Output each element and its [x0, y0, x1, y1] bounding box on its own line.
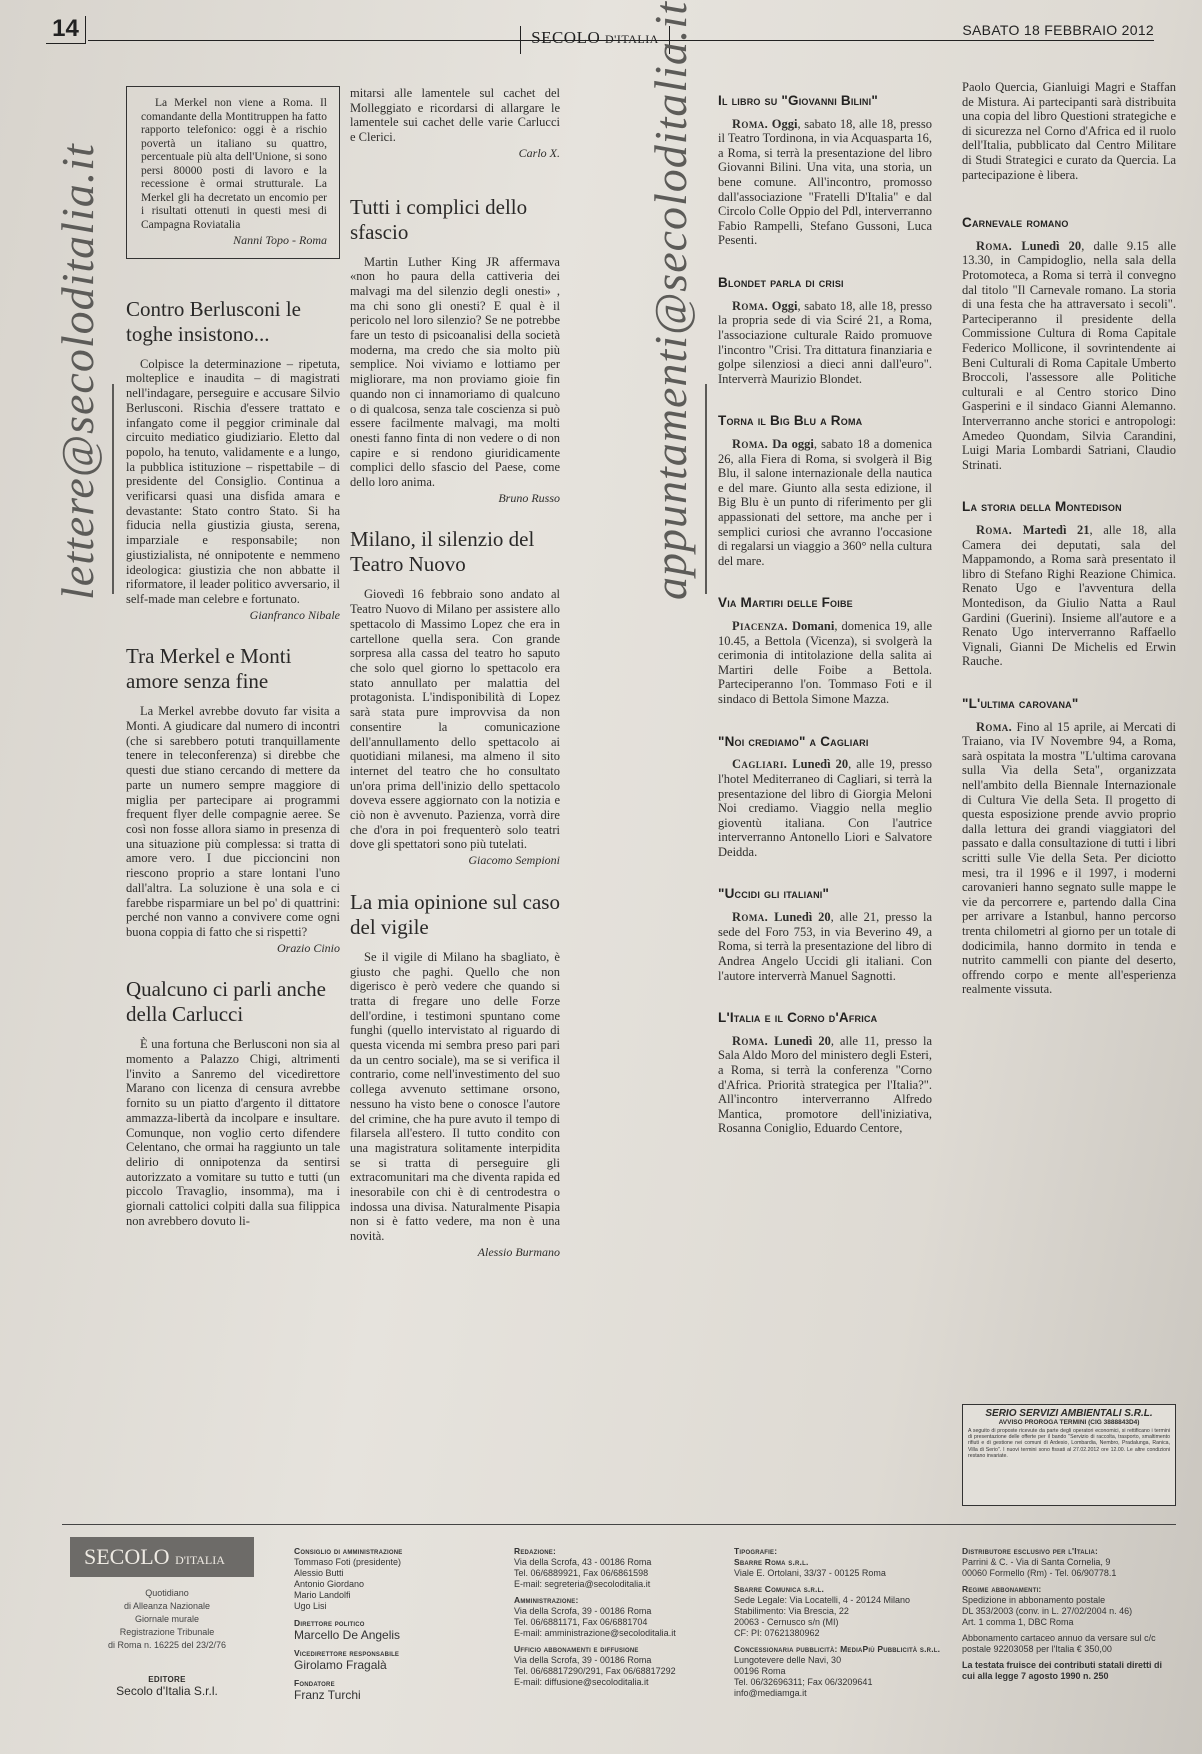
event-when: Oggi	[771, 298, 798, 313]
letter-signature: Bruno Russo	[498, 490, 560, 505]
letter-signature: Orazio Cinio	[276, 940, 340, 955]
event-title: Via Martiri delle Foibe	[718, 595, 853, 611]
event-body: Paolo Quercia, Gianluigi Magri e Staffan de Mistura. Ai partecipanti sarà distribuita una copia del libro Questioni strategiche e di sicurezza nel Corno d'Africa ed il ruolo dell'Italia, pubblicato dal Centro Militare di Studi Strategici e curato da Quercia. La partecipazione è libera.	[962, 80, 1176, 182]
letter-body: mitarsi alle lamentele sul cachet del Molleggiato e ricordarsi di allargare le lamentele sui cachet delle varie Carlucci e Clerici.	[350, 86, 560, 145]
letter-title: Tra Merkel e Monti amore senza fine	[126, 644, 292, 694]
event-body: , domenica 19, alle 10.45, a Bettola (Vicenza), si svolgerà la cerimonia di intitolazione della salita ai Martiri delle Foibe a Bettola. Parteciperanno l'on. Tommaso Foti e il sindaco di Bettola Simone Mazza.	[718, 619, 932, 707]
event-city: Cagliari.	[732, 757, 788, 772]
letter-body: La Merkel avrebbe dovuto far visita a Monti. A giudicare dal numero di incontri (che si sarebbero potuti tranquillamente tenere in teleconferenza) si direbbe che questi due stiano cercando di mettere da parte un numero sempre maggiore di miglia per partecipare ai programmi frequent flyer delle compagnie aeree. Se così non fosse allora siamo in presenza di una situazione più complessa: si tratta di amore vero. I due piccioncini non riescono proprio a stare lontani l'uno dall'altra. La soluzione è una sola e ci farebbe risparmiare un bel po' di quattrini: perché non vanno a convivere come ogni buona coppia di fatto che si rispetti?	[126, 704, 340, 939]
colophon-logo-main: SECOLO	[84, 1544, 170, 1569]
letter-teatro-nuovo	[350, 527, 560, 867]
letter-body: Giovedì 16 febbraio sono andato al Teatro Nuovo di Milano per assistere allo spettacolo di Massimo Lopez che era in cartellone quella sera. Con grande sorpresa alla cassa del teatro ho saputo che solo quel giorno lo spettacolo era stato annullato per malattia del protagonista. L'indisponibilità di Lopez sarà stata pure improvvisa da non consentire la comunicazione dell'annullamento dello spettacolo ai quotidiani milanesi, ma almeno il sito internet del teatro che ho consultato un'ora prima dell'inizio dello spettacolo doveva essere aggiornato con la notizia e ciò non è avvenuto. Pazienza, vorrà dire che d'ora in poi frequenterò solo teatri dove gli spettatori sono più tutelati.	[350, 587, 560, 852]
event-item	[962, 216, 1176, 472]
event-item	[962, 500, 1176, 669]
boxed-letter-signature: Nanni Topo - Roma	[233, 233, 327, 247]
newspaper-name-main: SECOLO	[531, 28, 601, 47]
newspaper-name-suffix: D'ITALIA	[605, 32, 659, 46]
event-title: Blondet parla di crisi	[718, 275, 844, 291]
letter-title: Milano, il silenzio del Teatro Nuovo	[350, 527, 535, 577]
founder-name: Franz Turchi	[294, 1688, 361, 1702]
event-title: "L'ultima carovana"	[962, 696, 1079, 711]
event-when: Lunedì 20	[1021, 238, 1082, 253]
colophon-description: Quotidiano di Alleanza Nazionale Giornale murale Registrazione Tribunale di Roma n. 16225 del 23/2/76	[107, 1588, 227, 1650]
event-item	[718, 414, 932, 568]
letter-title: Tutti i complici dello sfascio	[350, 194, 528, 244]
colophon-logo	[70, 1537, 254, 1577]
letter-body: Se il vigile di Milano ha sbagliato, è giusto che paghi. Quello che non digerisco è però vedere che quando si tratta di fregare uno delle Forze dell'ordine, i testimoni spuntano come funghi (quello intervistato al riguardo di questa vicenda mi sembra preso pari pari da un centro sociale), ma se si verifica il contrario, come nell'investimento del suo collega avvenuto settimane orsono, nessuno ha visto bene o conosce l'autore del crimine, che ha pure avuto il tempo di filarsela all'estero. Il tutto condito con una magistratura solitamente interpidita se si tratta di perseguire gli extracomunitari ma che diventa rapida ed inesorabile con chi è di centrodestra o indossa una divisa. Naturalmente Pisapia non si è fatto vedere, ma non è una novità.	[350, 949, 560, 1244]
event-title: La storia della Montedison	[962, 499, 1122, 515]
event-title: "Uccidi gli italiani"	[718, 886, 830, 902]
page-number: 14	[46, 16, 86, 44]
letter-title: Qualcuno ci parli anche della Carlucci	[126, 977, 326, 1027]
colophon-editor: EDITORE Secolo d'Italia S.r.l.	[116, 1675, 218, 1698]
letter-body: Martin Luther King JR affermava «non ho paura della cattiveria dei malvagi ma del silenzio degli onesti» , ma chi sono gli onesti? E qual è il pericolo nel loro silenzio? Se ne potrebbe fare un testo di psicoanalisi della società moderna, ma credo che sia molto più semplice. Noi viviamo e lottiamo per migliorare, ma non proviamo gioie fin quando non ci innamoriamo di qualcuno o di qualcosa, senza tale coscienza si può essere facilmente malvagi, ma molti onesti fanno finta di non vedere o di non capire e si rendono giuridicamente complici dello sfascio del Paese, come dello loro anima.	[350, 254, 560, 490]
event-body: , sabato 18, alle 18, presso il Teatro Tordinona, in via Acquasparta 16, a Roma, si terrà la presentazione del libro Giovanni Bilini. Una vita, una storia, un bene comune. All'incontro, promosso dall'associazione "Fratelli D'Italia" e dal Circolo Colle Oppio del Pdl, interverranno Fabio Rampelli, Stefano Gussoni, Luca Pesenti.	[718, 116, 932, 248]
event-body: , sabato 18 a domenica 26, alla Fiera di Roma, si svolgerà il Big Blu, il salone internazionale della nautica e del mare. Giunto alla sesta edizione, il Big Blu è un punto di riferimento per gli appassionati del settore, ma anche per i semplici curiosi che avranno l'occasione di regalarsi un viaggio a 360° nella cultura del mare.	[718, 437, 932, 568]
event-title: "Noi crediamo" a Cagliari	[718, 733, 869, 749]
letter-body: Colpisce la determinazione – ripetuta, molteplice e inaudita – di magistrati nell'indagare, perseguire e accusare Silvio Berlusconi. Rischia d'essere trattato e infangato come il peggior criminale dal circuito mediatico giudiziario. Eletto dal popolo, ha tenuto, validamente e a lungo, la pubblica istituzione – rispettabile – di presidente del Consiglio. Continua a verificarsi quasi una disfida amara e devastante: Stato contro Stato. Si ha fiducia nella giustizia giusta, serena, imparziale e responsabile; non giustizialista, né onnipotente e nemmeno ideologica: giustizia che non abbatte il riformatore, il leader politico avversario, il self-made man celebre e fortunato.	[126, 356, 340, 606]
event-when: Da oggi	[772, 437, 814, 452]
boxed-letter-body: La Merkel non viene a Roma. Il comandante della Montitruppen ha fatto rapporto telefonico: oggi è a rischio povertà un italiano su quattro, percentuale più alta dell'Unione, si sono persi 80000 posti di lavoro e la recessione è ormai strutturale. La Merkel gli ha decretato un encomio per i risultati ottenuti in questi mesi di Campagna Roviatalia	[141, 97, 327, 231]
letter-carlucci-continuation	[350, 86, 560, 161]
letter-vigile	[350, 890, 560, 1260]
ad-company: SERIO SERVIZI AMBIENTALI S.R.L.	[985, 1408, 1153, 1419]
colophon-board: Consiglio di amministrazione Tommaso Foti (presidente) Alessio Butti Antonio Giordano Mario Landolfi Ugo Lisi Direttore politico Marcello De Angelis Vicedirettore responsabile Girolamo Fragalà Fondatore Franz Turchi	[294, 1543, 464, 1702]
letter-signature: Alessio Burmano	[477, 1244, 560, 1259]
letter-signature: Gianfranco Nibale	[249, 607, 340, 622]
letter-signature: Giacomo Sempioni	[468, 853, 560, 868]
letters-column-1	[126, 86, 340, 1250]
event-item	[718, 1011, 932, 1136]
colophon-distribution: Distributore esclusivo per l'Italia: Parrini & C. - Via di Santa Cornelia, 9 00060 Formello (Rm) - Tel. 06/90778.1 Regime abbonamenti: Spedizione in abbonamento postale DL 353/2003 (conv. in L. 27/02/2004 n. 46) Art. 1 comma 1, DBC Roma Abbonamento cartaceo annuo da versare sul c/c postale 92203058 per l'Italia € 350,00 La testata fruisce dei contributi statali diretti di cui alla legge 7 agosto 1990 n. 250	[962, 1546, 1163, 1681]
boxed-letter	[126, 86, 340, 259]
colophon-contacts: Redazione: Via della Scrofa, 43 - 00186 Roma Tel. 06/6889921, Fax 06/6861598 E-mail: segreteria@secoloditalia.it Amministrazione: Via della Scrofa, 39 - 00186 Roma Tel. 06/6881171, Fax 06/6881704 E-mail: amministrazione@secoloditalia.it Ufficio abbonamenti e diffusione Via della Scrofa, 39 - 00186 Roma Tel. 06/68817290/291, Fax 06/68817292 E-mail: diffusione@secoloditalia.it	[514, 1546, 676, 1687]
events-column-1	[718, 94, 932, 1164]
event-body: , alle 21, presso la sede del Foro 753, in via Beverino 49, a Roma, si terrà la presentazione del libro di Andrea Angelo Uccidi gli italiani. Con l'autore interverrà Manuel Sagnotti.	[718, 910, 932, 983]
ad-subtitle: AVVISO PROROGA TERMINI (CIG 3888843D4)	[998, 1419, 1140, 1426]
event-body: , sabato 18, alle 18, presso la propria sede di via Sciré 21, a Roma, l'associazione culturale Raido promuove l'incontro "Crisi. Tra dittatura finanziaria e golpe silenziosi a dieci anni dall'euro". Interverrà Maurizio Blondet.	[718, 298, 932, 386]
event-city: Roma.	[732, 298, 769, 313]
letter-merkel-monti	[126, 644, 340, 955]
event-when: Lunedì 20	[774, 910, 831, 925]
event-body: , alle 19, presso l'hotel Mediterraneo di Cagliari, si terrà la presentazione del libro di Giorgia Meloni Noi crediamo. Viaggio nella meglio gioventù italiana. Con l'autrice interverranno Antonello Liori e Salvatore Deidda.	[718, 757, 933, 859]
event-city: Piacenza.	[732, 619, 788, 634]
event-title: Torna il Big Blu a Roma	[718, 413, 863, 429]
legal-notice-ad	[962, 1404, 1176, 1506]
event-body: , dalle 9.15 alle 13.30, in Campidoglio, nella sala della Protomoteca, a Roma si terrà il convegno dal titolo "Il Carnevale romano. La storia di una festa che ha attraversato i secoli". Parteciperanno il presidente della Commissione Cultura di Roma Capitale Federico Mollicone, il sovrintendente ai Beni Culturali di Roma Capitale Umberto Broccoli, l'assessore alle Politiche culturali e al Centro storico Dino Gasperini e il sindaco Gianni Alemanno. Interverranno anche storici e antropologi: Amedeo Quondam, Silvia Carandini, Luigi Maria Lombardi Satriani, Claudio Strinati.	[962, 238, 1176, 472]
event-item	[962, 697, 1176, 997]
event-body: Fino al 15 aprile, ai Mercati di Traiano, via IV Novembre 94, a Roma, sarà ospitata la mostra "L'ultima carovana sulla Via della Seta", organizzata nell'ambito della Biennale Internazionale di Cultura Vie della Seta. Il progetto di questa esposizione prende avvio proprio dalla lettura dei grandi viaggiatori del passato e dalla consultazione di tutti i libri scritti sulle Vie della Seta. Per diciotto mesi, tra il 1996 e il 1997, i moderni carovanieri hanno segnato sulle mappe le vie da percorrere e, partendo dalla Cina per arrivare a Istanbul, hanno percorso trenta chilometri al giorno per un totale di dodicimila, hanno dormito in tenda e nutrito cammelli con piante del deserto, offrendo corpo e mente all'esperienza realmente vissuta.	[962, 719, 1177, 997]
event-city: Roma.	[732, 1033, 769, 1048]
event-item	[718, 735, 932, 860]
ad-body: A seguito di proposte ricevute da parte degli operatori economici, si rettificano i termini di presentazione delle offerte per il bando "Servizio di raccolta, trasporto, smaltimento rifiuti e di gestione nei comuni di Ardesio, Lombardia, Nembro, Pradalunga, Ranica, Villa di Serio". I nuovi termini sono fissati al 27.02.2012 ore 12.00. Le altre condizioni restano invariate.	[968, 1428, 1170, 1459]
letters-column-2	[350, 86, 560, 1282]
event-continuation	[962, 80, 1176, 182]
event-item	[718, 94, 932, 248]
events-column-2	[962, 80, 1176, 1025]
director-name: Marcello De Angelis	[294, 1628, 401, 1642]
event-when: Lunedì 20	[774, 1033, 831, 1048]
event-city: Roma.	[732, 910, 769, 925]
event-item	[718, 596, 932, 706]
letter-carlucci	[126, 977, 340, 1228]
event-title: Il libro su "Giovanni Bilini"	[718, 93, 878, 108]
event-body: , alle 11, presso la Sala Aldo Moro del ministero degli Esteri, a Roma, si terrà la conferenza "Corno d'Africa. Priorità strategica per l'Italia?". All'incontro interverranno Alfredo Mantica, promotore dell'iniziativa, Rosanna Coniglio, Eduardo Centore,	[718, 1033, 933, 1136]
event-city: Roma.	[976, 238, 1013, 253]
event-city: Roma.	[732, 437, 769, 452]
issue-date: SABATO 18 FEBBRAIO 2012	[962, 22, 1154, 38]
colophon-logo-suffix: D'ITALIA	[175, 1553, 225, 1567]
letter-complici	[350, 195, 560, 506]
letter-signature: Carlo X.	[518, 145, 560, 160]
letter-title: Contro Berlusconi le toghe insistono...	[126, 296, 301, 346]
event-when: Domani	[791, 619, 835, 634]
letters-email-label: lettere@secoloditalia.it	[55, 80, 147, 600]
event-item	[718, 887, 932, 983]
event-city: Roma.	[976, 719, 1013, 734]
colophon	[62, 1524, 1176, 1728]
event-when: Lunedì 20	[792, 757, 849, 772]
letter-contro-berlusconi	[126, 297, 340, 623]
event-city: Roma.	[732, 116, 769, 131]
events-email-label: appuntamenti@secoloditalia.it	[648, 80, 740, 600]
vice-director-name: Girolamo Fragalà	[294, 1658, 387, 1672]
letter-body: È una fortuna che Berlusconi non sia al momento a Palazzo Chigi, altrimenti l'invito a Sanremo del vicedirettore Marano con licenza di censura avrebbe fornito su un piatto d'argento il dittatore ammazza-libertà da incolpare e insultare. Comunque, non voglio certo difendere Celentano, che ormai ha raggiunto un tale delirio di onnipotenza da sentirsi autorizzato a vomitare su tutto e tutti (un piccolo Travaglio, insomma), ma i giornali cattolici colpiti dalla sua filippica non avrebbero dovuto li-	[126, 1037, 340, 1228]
event-when: Oggi	[771, 116, 798, 131]
event-item	[718, 276, 932, 386]
event-body: , alle 18, alla Camera dei deputati, sala del Mappamondo, a Roma sarà presentato il libro di Stefano Righi Reazione Chimica. Renato Ugo e l'avventura della Montedison, da Giulio Natta a Raul Gardini (Guerini). Insieme all'autore e a Renato Ugo interverranno Raffaello Vignali, Gianni De Michelis ed Erwin Rauche.	[962, 523, 1177, 669]
event-when: Martedì 21	[1022, 523, 1090, 538]
event-title: Carnevale romano	[962, 215, 1069, 231]
event-title: L'Italia e il Corno d'Africa	[718, 1010, 878, 1026]
event-city: Roma.	[976, 523, 1013, 538]
letter-title: La mia opinione sul caso del vigile	[350, 889, 560, 939]
colophon-printing: Tipografie: Sbarre Roma s.r.l. Viale E. Ortolani, 33/37 - 00125 Roma Sbarre Comunica s.r.l. Sede Legale: Via Locatelli, 4 - 20124 Milano Stabilimento: Via Brescia, 22 20063 - Cernusco s/n (MI) CF: PI: 07621380962 Concessionaria pubblicità: MediaPiù Pubblicità s.r.l. Lungotevere delle Navi, 30 00196 Roma Tel. 06/32696311; Fax 06/3209641 info@mediamga.it	[734, 1546, 941, 1698]
